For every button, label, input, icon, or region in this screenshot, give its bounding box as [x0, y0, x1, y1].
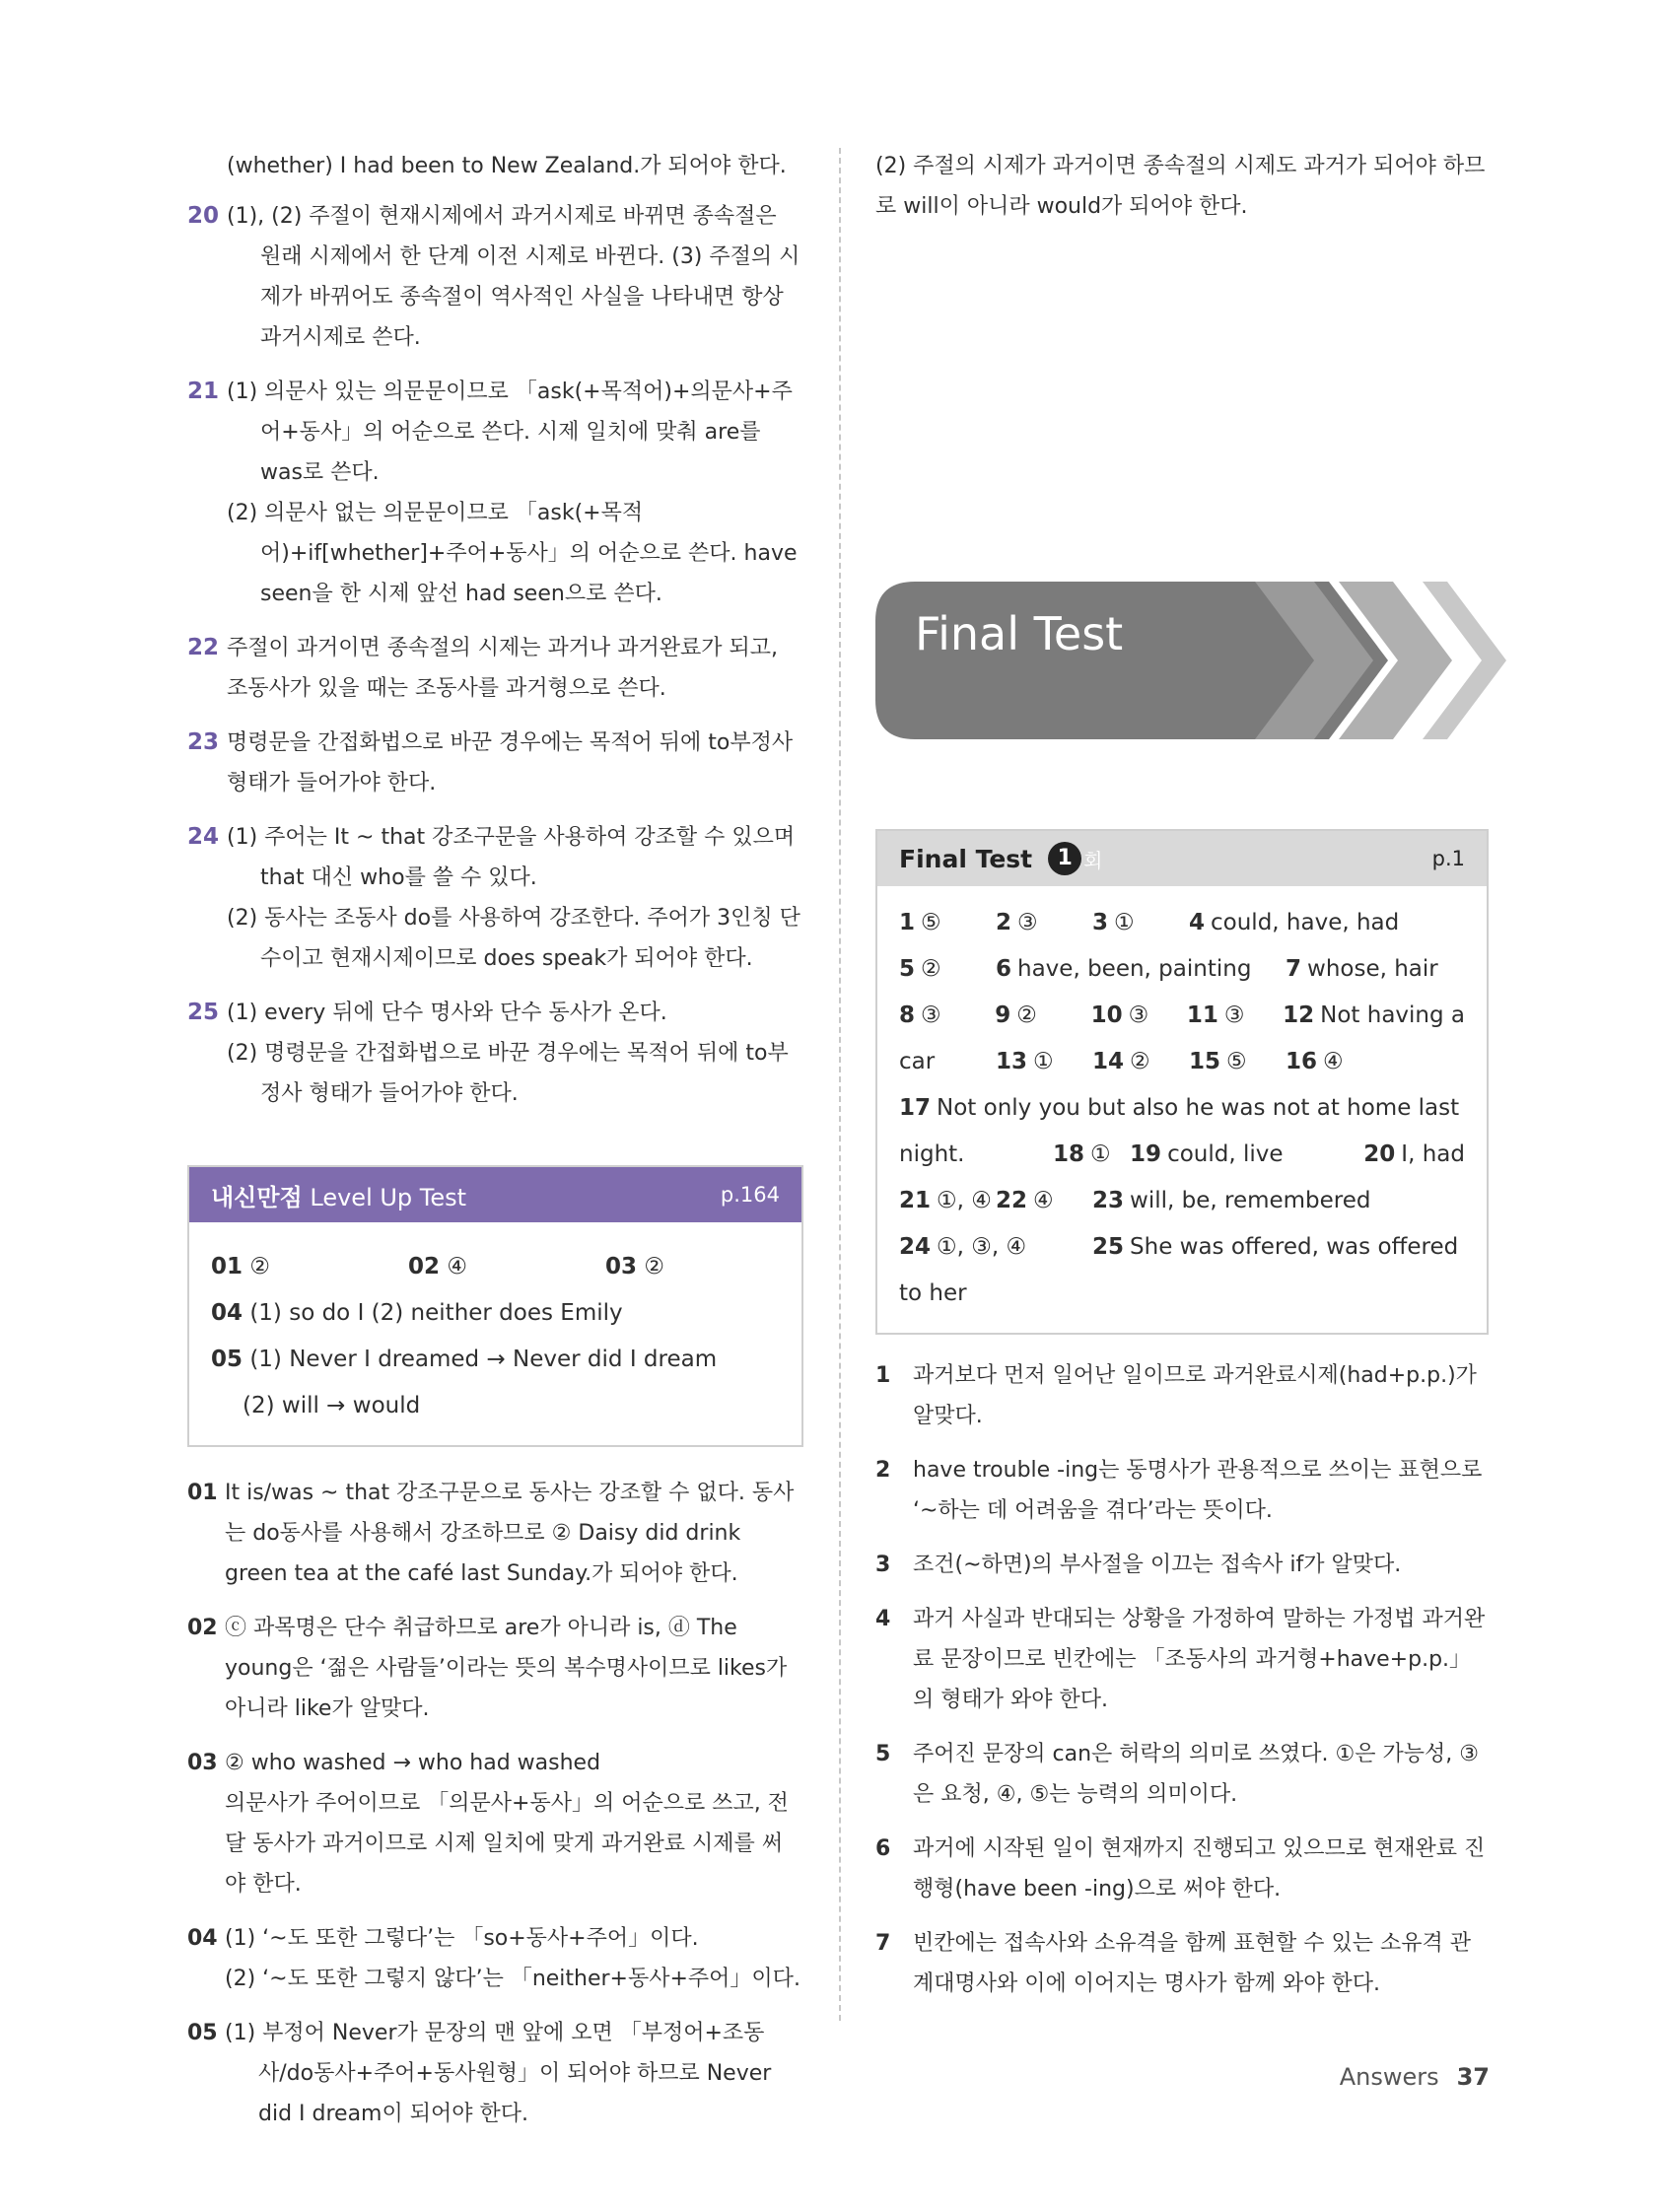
page-number: 37: [1456, 2063, 1490, 2091]
item-text: 과거 사실과 반대되는 상황을 가정하여 말하는 가정법 과거완료 문장이므로 빈칸에는 「조동사의 과거형+have+p.p.」의 형태가 와야 한다.: [913, 1607, 1486, 1712]
item-text: ② who washed → who had washed: [225, 1751, 601, 1775]
item-text: 의문사가 주어이므로 「의문사+동사」의 어순으로 쓰고, 전달 동사가 과거이므로 시제 일치에 맞게 과거완료 시제를 써야 한다.: [225, 1791, 789, 1897]
item-text: 주절이 과거이면 종속절의 시제는 과거나 과거완료가 되고, 조동사가 있을 때는 조동사를 과거형으로 쓴다.: [227, 636, 779, 701]
answer-cell: to her: [899, 1280, 967, 1306]
explanation-item: [187, 1743, 803, 1904]
item-number: 03: [187, 1751, 218, 1775]
item-number: 21: [187, 379, 220, 404]
explanation-item: [875, 1450, 1487, 1531]
answer-row: 01 ② 02 ④ 03 ②: [211, 1254, 664, 1279]
continued-item: [875, 146, 1487, 227]
answer-row: [899, 946, 1465, 993]
answer-row: (2) will → would: [243, 1393, 421, 1418]
final-test-banner: [875, 582, 1506, 739]
item-text: (1) 의문사 있는 의문문이므로 「ask(+목적어)+의문사+주어+동사」의 어순으로 쓴다. 시제 일치에 맞춰 are를 was로 쓴다.: [227, 380, 793, 485]
item-number: 7: [875, 1931, 891, 1956]
explanation-item: [187, 628, 803, 709]
column-divider: [839, 148, 841, 2021]
answer-cell: 2 ③: [996, 910, 1038, 935]
answer-cell: 22 ④: [996, 1188, 1054, 1213]
answer-row: [899, 1224, 1465, 1271]
item-number: 20: [187, 203, 220, 229]
item-text: (1) 주어는 It ~ that 강조구문을 사용하여 강조할 수 있으며 that 대신 who를 쓸 수 있다.: [227, 825, 796, 890]
answer-cell: 5 ②: [899, 956, 941, 982]
explanation-item: [187, 1608, 803, 1729]
item-number: 2: [875, 1458, 891, 1483]
final-test-answers: [877, 886, 1487, 1333]
item-text: ⓒ 과목명은 단수 취급하므로 are가 아니라 is, ⓓ The young은 ‘젊은 사람들’이라는 뜻의 복수명사이므로 likes가 아니라 like가 알맞다.: [225, 1616, 788, 1721]
explanation-item: [187, 1473, 803, 1594]
answer-cell: 16 ④: [1286, 1049, 1344, 1074]
item-number: 24: [187, 824, 220, 850]
item-text: (1), (2) 주절이 현재시제에서 과거시제로 바뀌면 종속절은 원래 시제에서 한 단계 이전 시제로 바뀐다. (3) 주절의 시제가 바뀌어도 종속절이 역사적인 사실을 나타내면 항상 과거시제로 쓴다.: [227, 204, 800, 350]
answer-cell: 14 ②: [1092, 1049, 1150, 1074]
answer-row: 05 (1) Never I dreamed → Never did I dream: [211, 1347, 718, 1372]
answer-cell: 12 Not having a: [1283, 1002, 1466, 1028]
page-footer: [1340, 2063, 1490, 2091]
banner-title: Final Test: [915, 607, 1124, 660]
levelup-header: [189, 1167, 801, 1222]
final-test-title: Final Test 1 회: [899, 842, 1102, 875]
explanation-item: [187, 993, 803, 1114]
footer-label: Answers: [1339, 2063, 1439, 2091]
item-number: 05: [187, 2021, 218, 2045]
final-test-page: p.1: [1431, 847, 1465, 870]
item-text: 주어진 문장의 can은 허락의 의미로 쓰였다. ①은 가능성, ③은 요청, ④, ⑤는 능력의 의미이다.: [913, 1742, 1479, 1807]
answer-cell: 19 could, live: [1130, 1141, 1284, 1167]
explanation-item: [875, 1545, 1487, 1585]
answer-cell: 7 whose, hair: [1286, 956, 1438, 982]
item-text: 명령문을 간접화법으로 바꾼 경우에는 목적어 뒤에 to부정사 형태가 들어가야 한다.: [227, 730, 794, 795]
explanation-item: [875, 1355, 1487, 1436]
answer-cell: 24 ①, ③, ④: [899, 1234, 1027, 1260]
levelup-title: 내신만점 Level Up Test: [211, 1183, 467, 1211]
answer-cell: 9 ②: [995, 1002, 1037, 1028]
explanation-item: [875, 1923, 1487, 2004]
item-number: 22: [187, 635, 220, 660]
answer-cell: 25 She was offered, was offered: [1092, 1234, 1459, 1260]
banner-graphic: [875, 582, 1506, 739]
answer-cell: 6 have, been, painting: [996, 956, 1252, 982]
continued-line: [187, 146, 803, 186]
item-text: have trouble -ing는 동명사가 관용적으로 쓰이는 표현으로 ‘~하는 데 어려움을 겪다’라는 뜻이다.: [913, 1458, 1483, 1523]
item-text: (1) ‘~도 또한 그렇다’는 「so+동사+주어」이다.: [225, 1926, 699, 1951]
round-badge: 1: [1048, 842, 1081, 875]
explanation-item: [187, 2013, 803, 2134]
answer-cell: 17 Not only you but also he was not at home last: [899, 1095, 1460, 1121]
item-number: 25: [187, 1000, 220, 1025]
levelup-box: [187, 1165, 803, 1447]
item-number: 4: [875, 1607, 891, 1631]
levelup-page: p.164: [720, 1183, 780, 1207]
item-text: 빈칸에는 접속사와 소유격을 함께 표현할 수 있는 소유격 관계대명사와 이에 이어지는 명사가 함께 와야 한다.: [913, 1931, 1471, 1996]
item-number: 02: [187, 1616, 218, 1640]
answer-row: 04 (1) so do I (2) neither does Emily: [211, 1300, 623, 1326]
right-column: [875, 146, 1487, 241]
left-column: [187, 146, 803, 2148]
explanation-item: [875, 1734, 1487, 1815]
final-test-box: [875, 829, 1489, 1335]
final-test-explanations: [875, 1355, 1487, 2018]
item-text: (1) 부정어 Never가 문장의 맨 앞에 오면 「부정어+조동사/do동사+주어+동사원형」이 되어야 하므로 Never did I dream이 되어야 한다.: [225, 2021, 772, 2126]
explanation-item: [875, 1829, 1487, 1909]
continued-text: (2) 주절의 시제가 과거이면 종속절의 시제도 과거가 되어야 하므로 will이 아니라 would가 되어야 한다.: [875, 154, 1486, 219]
item-number: 5: [875, 1742, 891, 1766]
answer-cell: 23 will, be, remembered: [1092, 1188, 1371, 1213]
item-text: (2) 동사는 조동사 do를 사용하여 강조한다. 주어가 3인칭 단수이고 현재시제이므로 does speak가 되어야 한다.: [227, 906, 800, 971]
answer-row: [899, 1085, 1465, 1132]
item-number: 04: [187, 1926, 218, 1951]
explanation-item: [187, 372, 803, 614]
answer-cell: 10 ③: [1090, 1002, 1149, 1028]
item-number: 01: [187, 1481, 218, 1505]
answer-cell: 11 ③: [1186, 1002, 1245, 1028]
answer-row: [899, 900, 1465, 946]
answer-row: [899, 1132, 1465, 1178]
levelup-answers: [189, 1222, 801, 1445]
answer-cell: 13 ①: [996, 1049, 1054, 1074]
item-text: (1) every 뒤에 단수 명사와 단수 동사가 온다.: [227, 1001, 667, 1025]
answer-cell: 15 ⑤: [1189, 1049, 1247, 1074]
item-number: 23: [187, 729, 220, 755]
item-text: 과거보다 먼저 일어난 일이므로 과거완료시제(had+p.p.)가 알맞다.: [913, 1363, 1477, 1428]
explanation-list: [187, 196, 803, 1114]
answer-cell: 21 ①, ④: [899, 1188, 992, 1213]
continued-text: (whether) I had been to New Zealand.가 되어야 한다.: [227, 154, 787, 178]
item-text: (2) 의문사 없는 의문문이므로 「ask(+목적어)+if[whether]+주어+동사」의 어순으로 쓴다. have seen을 한 시제 앞선 had seen으로 쓴다.: [227, 501, 798, 606]
item-number: 1: [875, 1363, 891, 1388]
levelup-explanations: [187, 1473, 803, 2134]
item-text: (2) 명령문을 간접화법으로 바꾼 경우에는 목적어 뒤에 to부정사 형태가 들어가야 한다.: [227, 1041, 789, 1106]
answer-cell: car: [899, 1049, 936, 1074]
explanation-item: [875, 1599, 1487, 1720]
item-number: 6: [875, 1836, 891, 1861]
answer-row: [899, 993, 1465, 1039]
answer-row: [899, 1271, 1465, 1317]
explanation-item: [187, 817, 803, 979]
answer-cell: 18 ①: [1053, 1141, 1111, 1167]
answer-cell: 3 ①: [1092, 910, 1135, 935]
item-text: It is/was ~ that 강조구문으로 동사는 강조할 수 없다. 동사는 do동사를 사용해서 강조하므로 ② Daisy did drink green tea at the café last Sunday.가 되어야 한다.: [225, 1481, 795, 1586]
answer-cell: 1 ⑤: [899, 910, 941, 935]
item-text: 과거에 시작된 일이 현재까지 진행되고 있으므로 현재완료 진행형(have been -ing)으로 써야 한다.: [913, 1836, 1486, 1901]
explanation-item: [187, 1918, 803, 1999]
answer-row: [899, 1039, 1465, 1085]
explanation-item: [187, 196, 803, 358]
final-test-header: [877, 831, 1487, 886]
answer-cell: 20 I, had: [1363, 1141, 1465, 1167]
answer-cell: night.: [899, 1141, 965, 1167]
explanation-item: [187, 723, 803, 803]
answer-cell: 8 ③: [899, 1002, 941, 1028]
item-number: 3: [875, 1553, 891, 1577]
answer-row: [899, 1178, 1465, 1224]
item-text: 조건(~하면)의 부사절을 이끄는 접속사 if가 알맞다.: [913, 1553, 1402, 1577]
item-text: (2) ‘~도 또한 그렇지 않다’는 「neither+동사+주어」이다.: [225, 1967, 800, 1991]
answer-cell: 4 could, have, had: [1189, 910, 1400, 935]
